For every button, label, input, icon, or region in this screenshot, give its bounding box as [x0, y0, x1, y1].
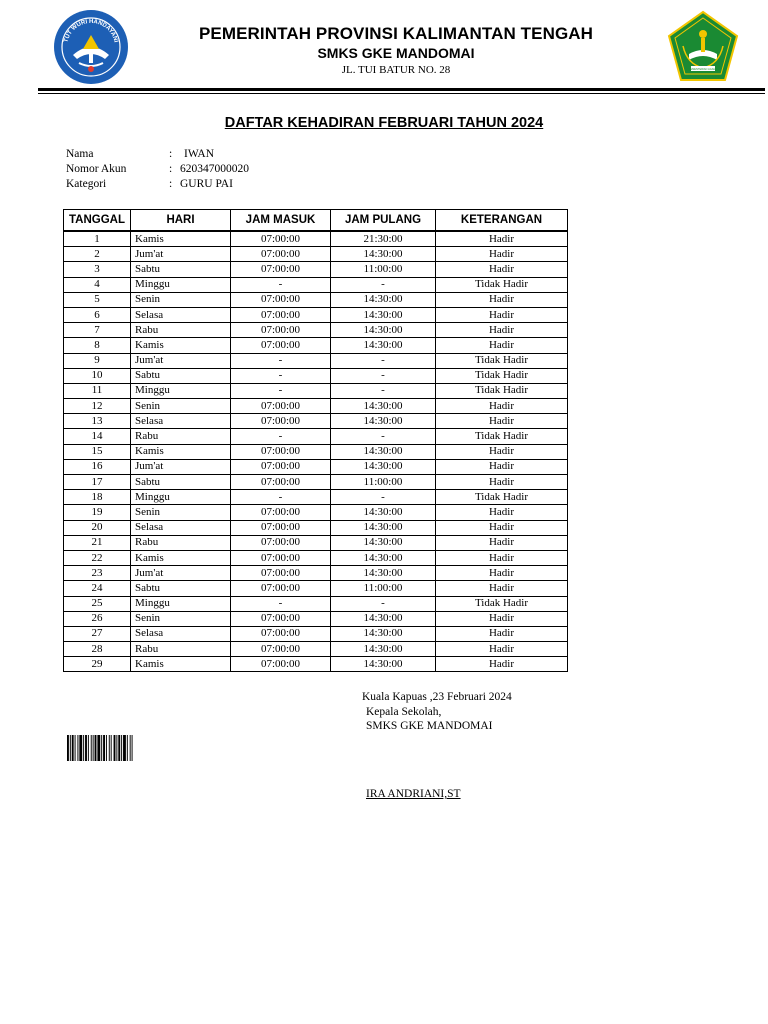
cell-jam-pulang: 14:30:00	[331, 550, 436, 565]
table-row	[64, 596, 568, 611]
cell-jam-masuk: -	[231, 596, 331, 611]
header-divider-thin	[38, 93, 765, 94]
cell-jam-masuk: -	[231, 353, 331, 368]
cell-hari: Minggu	[131, 490, 231, 505]
table-row	[64, 353, 568, 368]
cell-jam-pulang: 14:30:00	[331, 307, 436, 322]
cell-jam-masuk: -	[231, 383, 331, 398]
table-row	[64, 657, 568, 672]
cell-jam-masuk: 07:00:00	[231, 247, 331, 262]
cell-jam-masuk: 07:00:00	[231, 520, 331, 535]
cell-keterangan: Hadir	[436, 550, 568, 565]
cell-hari: Minggu	[131, 383, 231, 398]
cell-jam-masuk: -	[231, 368, 331, 383]
cell-jam-pulang: 14:30:00	[331, 323, 436, 338]
cell-hari: Selasa	[131, 626, 231, 641]
cell-tanggal: 5	[64, 292, 131, 307]
cell-keterangan: Hadir	[436, 520, 568, 535]
cell-tanggal: 28	[64, 642, 131, 657]
cell-tanggal: 13	[64, 414, 131, 429]
cell-keterangan: Hadir	[436, 535, 568, 550]
table-row	[64, 323, 568, 338]
cell-tanggal: 8	[64, 338, 131, 353]
cell-keterangan: Tidak Hadir	[436, 383, 568, 398]
kemenag-logo	[665, 10, 741, 82]
column-header-tanggal: TANGGAL	[64, 210, 131, 232]
signature-position: Kepala Sekolah,	[366, 706, 442, 718]
cell-keterangan: Hadir	[436, 292, 568, 307]
cell-tanggal: 7	[64, 323, 131, 338]
cell-jam-masuk: 07:00:00	[231, 642, 331, 657]
table-row	[64, 520, 568, 535]
cell-keterangan: Tidak Hadir	[436, 277, 568, 292]
table-row	[64, 231, 568, 247]
cell-jam-pulang: 14:30:00	[331, 459, 436, 474]
info-value: GURU PAI	[180, 178, 233, 190]
cell-tanggal: 10	[64, 368, 131, 383]
cell-jam-masuk: 07:00:00	[231, 338, 331, 353]
table-row	[64, 429, 568, 444]
cell-tanggal: 15	[64, 444, 131, 459]
cell-keterangan: Tidak Hadir	[436, 429, 568, 444]
table-row	[64, 535, 568, 550]
cell-jam-pulang: -	[331, 596, 436, 611]
cell-tanggal: 26	[64, 611, 131, 626]
cell-hari: Rabu	[131, 642, 231, 657]
info-label: Nama	[66, 148, 94, 160]
cell-tanggal: 25	[64, 596, 131, 611]
cell-hari: Sabtu	[131, 475, 231, 490]
cell-tanggal: 9	[64, 353, 131, 368]
table-row	[64, 383, 568, 398]
table-row	[64, 247, 568, 262]
cell-hari: Selasa	[131, 307, 231, 322]
cell-jam-masuk: 07:00:00	[231, 399, 331, 414]
cell-keterangan: Hadir	[436, 581, 568, 596]
table-row	[64, 444, 568, 459]
cell-keterangan: Hadir	[436, 566, 568, 581]
table-row	[64, 581, 568, 596]
cell-keterangan: Hadir	[436, 307, 568, 322]
barcode-icon	[67, 735, 152, 761]
cell-hari: Senin	[131, 399, 231, 414]
cell-tanggal: 11	[64, 383, 131, 398]
table-row	[64, 550, 568, 565]
cell-hari: Kamis	[131, 338, 231, 353]
table-row	[64, 626, 568, 641]
cell-jam-masuk: 07:00:00	[231, 535, 331, 550]
cell-jam-pulang: 14:30:00	[331, 338, 436, 353]
cell-jam-masuk: -	[231, 429, 331, 444]
info-label: Nomor Akun	[66, 163, 127, 175]
table-row	[64, 338, 568, 353]
cell-keterangan: Hadir	[436, 231, 568, 247]
signature-place-date: Kuala Kapuas ,23 Februari 2024	[362, 691, 512, 703]
cell-tanggal: 1	[64, 231, 131, 247]
cell-hari: Kamis	[131, 444, 231, 459]
cell-hari: Jum'at	[131, 247, 231, 262]
cell-hari: Selasa	[131, 520, 231, 535]
cell-hari: Rabu	[131, 429, 231, 444]
cell-jam-masuk: -	[231, 490, 331, 505]
cell-jam-pulang: -	[331, 277, 436, 292]
cell-jam-pulang: 14:30:00	[331, 505, 436, 520]
table-row	[64, 277, 568, 292]
logo-left-text: TUT WURI HANDAYANI	[63, 18, 119, 44]
cell-jam-masuk: 07:00:00	[231, 566, 331, 581]
cell-jam-masuk: 07:00:00	[231, 626, 331, 641]
cell-tanggal: 17	[64, 475, 131, 490]
cell-jam-masuk: 07:00:00	[231, 307, 331, 322]
table-row	[64, 399, 568, 414]
table-row	[64, 490, 568, 505]
table-row	[64, 566, 568, 581]
cell-tanggal: 18	[64, 490, 131, 505]
cell-hari: Jum'at	[131, 459, 231, 474]
cell-jam-pulang: 14:30:00	[331, 611, 436, 626]
cell-jam-pulang: 11:00:00	[331, 262, 436, 277]
cell-tanggal: 27	[64, 626, 131, 641]
cell-keterangan: Hadir	[436, 505, 568, 520]
cell-jam-pulang: 14:30:00	[331, 626, 436, 641]
table-row	[64, 611, 568, 626]
cell-jam-pulang: -	[331, 429, 436, 444]
cell-jam-pulang: 11:00:00	[331, 581, 436, 596]
cell-keterangan: Hadir	[436, 444, 568, 459]
cell-tanggal: 23	[64, 566, 131, 581]
cell-jam-masuk: 07:00:00	[231, 459, 331, 474]
cell-hari: Sabtu	[131, 262, 231, 277]
cell-hari: Sabtu	[131, 581, 231, 596]
cell-tanggal: 6	[64, 307, 131, 322]
cell-tanggal: 20	[64, 520, 131, 535]
cell-jam-masuk: 07:00:00	[231, 581, 331, 596]
cell-keterangan: Tidak Hadir	[436, 368, 568, 383]
cell-jam-masuk: 07:00:00	[231, 414, 331, 429]
cell-hari: Jum'at	[131, 566, 231, 581]
cell-jam-pulang: -	[331, 353, 436, 368]
tut-wuri-handayani-logo	[53, 9, 129, 85]
cell-jam-masuk: 07:00:00	[231, 657, 331, 672]
cell-hari: Jum'at	[131, 353, 231, 368]
cell-keterangan: Hadir	[436, 642, 568, 657]
attendance-table	[63, 209, 568, 672]
cell-keterangan: Hadir	[436, 414, 568, 429]
cell-keterangan: Hadir	[436, 262, 568, 277]
signature-school: SMKS GKE MANDOMAI	[366, 720, 493, 732]
cell-jam-pulang: 14:30:00	[331, 444, 436, 459]
cell-keterangan: Hadir	[436, 626, 568, 641]
cell-jam-pulang: 14:30:00	[331, 414, 436, 429]
cell-jam-masuk: 07:00:00	[231, 262, 331, 277]
cell-hari: Sabtu	[131, 368, 231, 383]
cell-jam-masuk: -	[231, 277, 331, 292]
table-row	[64, 368, 568, 383]
table-row	[64, 475, 568, 490]
logo-right-text: KEMENTERIAN AGAMA	[688, 68, 718, 71]
cell-jam-pulang: 14:30:00	[331, 535, 436, 550]
school-address: JL. TUI BATUR NO. 28	[341, 64, 451, 76]
info-value: 620347000020	[180, 163, 249, 175]
cell-jam-pulang: -	[331, 383, 436, 398]
cell-hari: Kamis	[131, 657, 231, 672]
cell-tanggal: 14	[64, 429, 131, 444]
cell-hari: Minggu	[131, 596, 231, 611]
column-header-keterangan: KETERANGAN	[436, 210, 568, 232]
cell-hari: Minggu	[131, 277, 231, 292]
column-header-jam-pulang: JAM PULANG	[331, 210, 436, 232]
cell-jam-pulang: 14:30:00	[331, 657, 436, 672]
table-row	[64, 292, 568, 307]
cell-hari: Senin	[131, 292, 231, 307]
cell-keterangan: Hadir	[436, 338, 568, 353]
cell-hari: Rabu	[131, 535, 231, 550]
cell-tanggal: 19	[64, 505, 131, 520]
cell-tanggal: 22	[64, 550, 131, 565]
cell-keterangan: Tidak Hadir	[436, 353, 568, 368]
table-row	[64, 642, 568, 657]
cell-hari: Senin	[131, 611, 231, 626]
cell-hari: Senin	[131, 505, 231, 520]
cell-keterangan: Hadir	[436, 247, 568, 262]
cell-tanggal: 29	[64, 657, 131, 672]
cell-jam-pulang: -	[331, 368, 436, 383]
header-divider-thick	[38, 88, 765, 91]
cell-jam-masuk: 07:00:00	[231, 475, 331, 490]
table-header-row	[64, 210, 568, 232]
cell-tanggal: 21	[64, 535, 131, 550]
cell-keterangan: Hadir	[436, 657, 568, 672]
cell-hari: Kamis	[131, 231, 231, 247]
table-row	[64, 307, 568, 322]
cell-hari: Kamis	[131, 550, 231, 565]
table-row	[64, 459, 568, 474]
cell-jam-masuk: 07:00:00	[231, 292, 331, 307]
cell-keterangan: Hadir	[436, 611, 568, 626]
cell-hari: Selasa	[131, 414, 231, 429]
school-name: SMKS GKE MANDOMAI	[317, 45, 475, 61]
table-row	[64, 262, 568, 277]
signature-name: IRA ANDRIANI,ST	[366, 788, 461, 800]
cell-keterangan: Tidak Hadir	[436, 596, 568, 611]
cell-jam-pulang: 21:30:00	[331, 231, 436, 247]
info-label: Kategori	[66, 178, 107, 190]
cell-jam-pulang: 14:30:00	[331, 292, 436, 307]
cell-hari: Rabu	[131, 323, 231, 338]
cell-keterangan: Hadir	[436, 459, 568, 474]
cell-jam-pulang: -	[331, 490, 436, 505]
cell-jam-masuk: 07:00:00	[231, 231, 331, 247]
document-title: DAFTAR KEHADIRAN FEBRUARI TAHUN 2024	[224, 115, 544, 131]
cell-keterangan: Hadir	[436, 323, 568, 338]
cell-tanggal: 4	[64, 277, 131, 292]
cell-tanggal: 3	[64, 262, 131, 277]
cell-tanggal: 12	[64, 399, 131, 414]
cell-jam-masuk: 07:00:00	[231, 550, 331, 565]
government-title: PEMERINTAH PROVINSI KALIMANTAN TENGAH	[198, 24, 594, 43]
column-header-jam-masuk: JAM MASUK	[231, 210, 331, 232]
cell-jam-pulang: 14:30:00	[331, 520, 436, 535]
table-row	[64, 505, 568, 520]
cell-jam-pulang: 14:30:00	[331, 399, 436, 414]
cell-jam-pulang: 14:30:00	[331, 247, 436, 262]
cell-keterangan: Hadir	[436, 475, 568, 490]
cell-jam-masuk: 07:00:00	[231, 611, 331, 626]
cell-jam-pulang: 11:00:00	[331, 475, 436, 490]
cell-tanggal: 2	[64, 247, 131, 262]
cell-jam-pulang: 14:30:00	[331, 642, 436, 657]
cell-jam-pulang: 14:30:00	[331, 566, 436, 581]
info-value: IWAN	[184, 148, 215, 160]
cell-keterangan: Tidak Hadir	[436, 490, 568, 505]
cell-jam-masuk: 07:00:00	[231, 444, 331, 459]
cell-tanggal: 24	[64, 581, 131, 596]
table-row	[64, 414, 568, 429]
cell-keterangan: Hadir	[436, 399, 568, 414]
column-header-hari: HARI	[131, 210, 231, 232]
cell-jam-masuk: 07:00:00	[231, 323, 331, 338]
cell-tanggal: 16	[64, 459, 131, 474]
cell-jam-masuk: 07:00:00	[231, 505, 331, 520]
